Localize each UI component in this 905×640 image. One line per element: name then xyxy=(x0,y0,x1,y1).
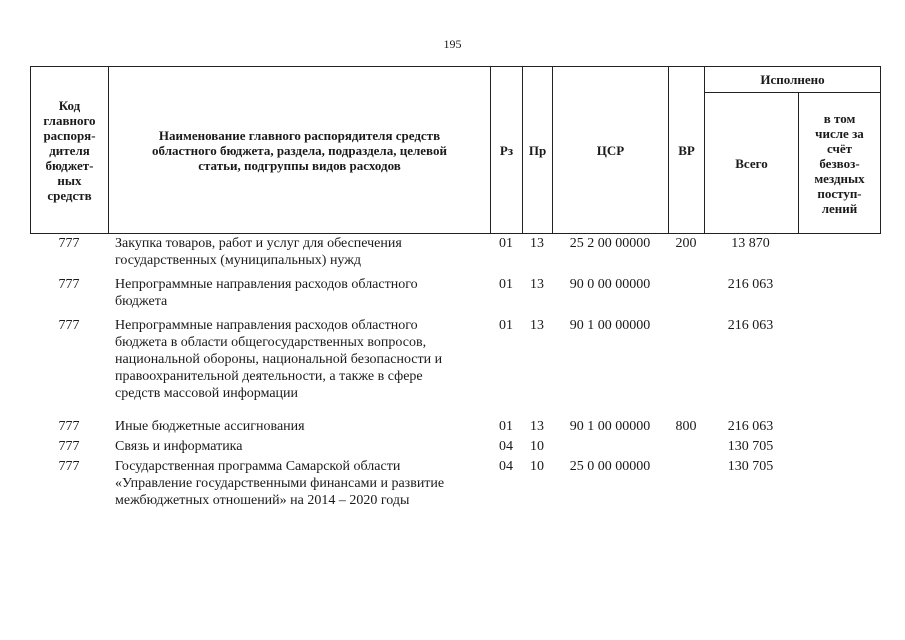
row-rz: 01 xyxy=(499,277,513,292)
header-vr: ВР xyxy=(678,142,695,158)
row-vr: 200 xyxy=(675,236,697,251)
row-csr: 25 0 00 00000 xyxy=(569,459,651,474)
row-vr: 800 xyxy=(675,419,697,434)
header-total: Всего xyxy=(735,155,768,171)
header-executed: Исполнено xyxy=(760,72,825,87)
row-name: Иные бюджетные ассигнования xyxy=(115,419,305,434)
row-pr: 10 xyxy=(530,459,544,474)
header-code: Код главного распоря- дителя бюджет- ных средств xyxy=(43,97,96,203)
header-rz: Рз xyxy=(499,142,514,158)
row-code: 777 xyxy=(58,439,80,454)
row-total: 216 063 xyxy=(727,419,774,434)
row-pr: 13 xyxy=(530,318,544,333)
row-code: 777 xyxy=(58,277,80,292)
header-pr: Пр xyxy=(528,142,547,158)
row-name: Непрограммные направления расходов областного бюджета xyxy=(115,277,418,309)
row-name: Государственная программа Самарской области «Управление государственными финансами и развитие межбюджетных отношений» на 2014 – 2020 годы xyxy=(115,459,445,508)
row-code: 777 xyxy=(58,419,80,434)
page-number: 195 xyxy=(443,37,462,51)
row-code: 777 xyxy=(58,459,80,474)
header-name: Наименование главного распорядителя средств областного бюджета, раздела, подраздела, целевой статьи, подгруппы видов расходов xyxy=(152,127,447,173)
row-name: Закупка товаров, работ и услуг для обеспечения государственных (муниципальных) нужд xyxy=(115,236,402,268)
row-pr: 13 xyxy=(530,277,544,292)
row-code: 777 xyxy=(58,236,80,251)
row-code: 777 xyxy=(58,318,80,333)
row-name: Связь и информатика xyxy=(115,439,243,454)
row-total: 130 705 xyxy=(727,459,774,474)
row-rz: 01 xyxy=(499,419,513,434)
row-total: 130 705 xyxy=(727,439,774,454)
row-csr: 90 1 00 00000 xyxy=(569,419,651,434)
row-total: 216 063 xyxy=(727,277,774,292)
row-pr: 13 xyxy=(530,236,544,251)
row-csr: 90 1 00 00000 xyxy=(569,318,651,333)
row-csr: 25 2 00 00000 xyxy=(569,236,651,251)
row-rz: 04 xyxy=(499,459,513,474)
row-csr: 90 0 00 00000 xyxy=(569,277,651,292)
row-pr: 10 xyxy=(530,439,544,454)
row-total: 216 063 xyxy=(727,318,774,333)
row-rz: 04 xyxy=(499,439,513,454)
header-including-gratuitous: в том числе за счёт безвоз- мездных поступ- лений xyxy=(814,110,865,216)
row-rz: 01 xyxy=(499,236,513,251)
header-csr: ЦСР xyxy=(596,142,625,158)
row-name: Непрограммные направления расходов областного бюджета в области общегосударственных вопросов, национальной обороны, национальной безопасности и правоохранительной деятельности, а также в сфере средств массовой информации xyxy=(115,318,443,401)
table-header xyxy=(30,66,881,234)
row-pr: 13 xyxy=(530,419,544,434)
row-rz: 01 xyxy=(499,318,513,333)
row-total: 13 870 xyxy=(731,236,770,251)
